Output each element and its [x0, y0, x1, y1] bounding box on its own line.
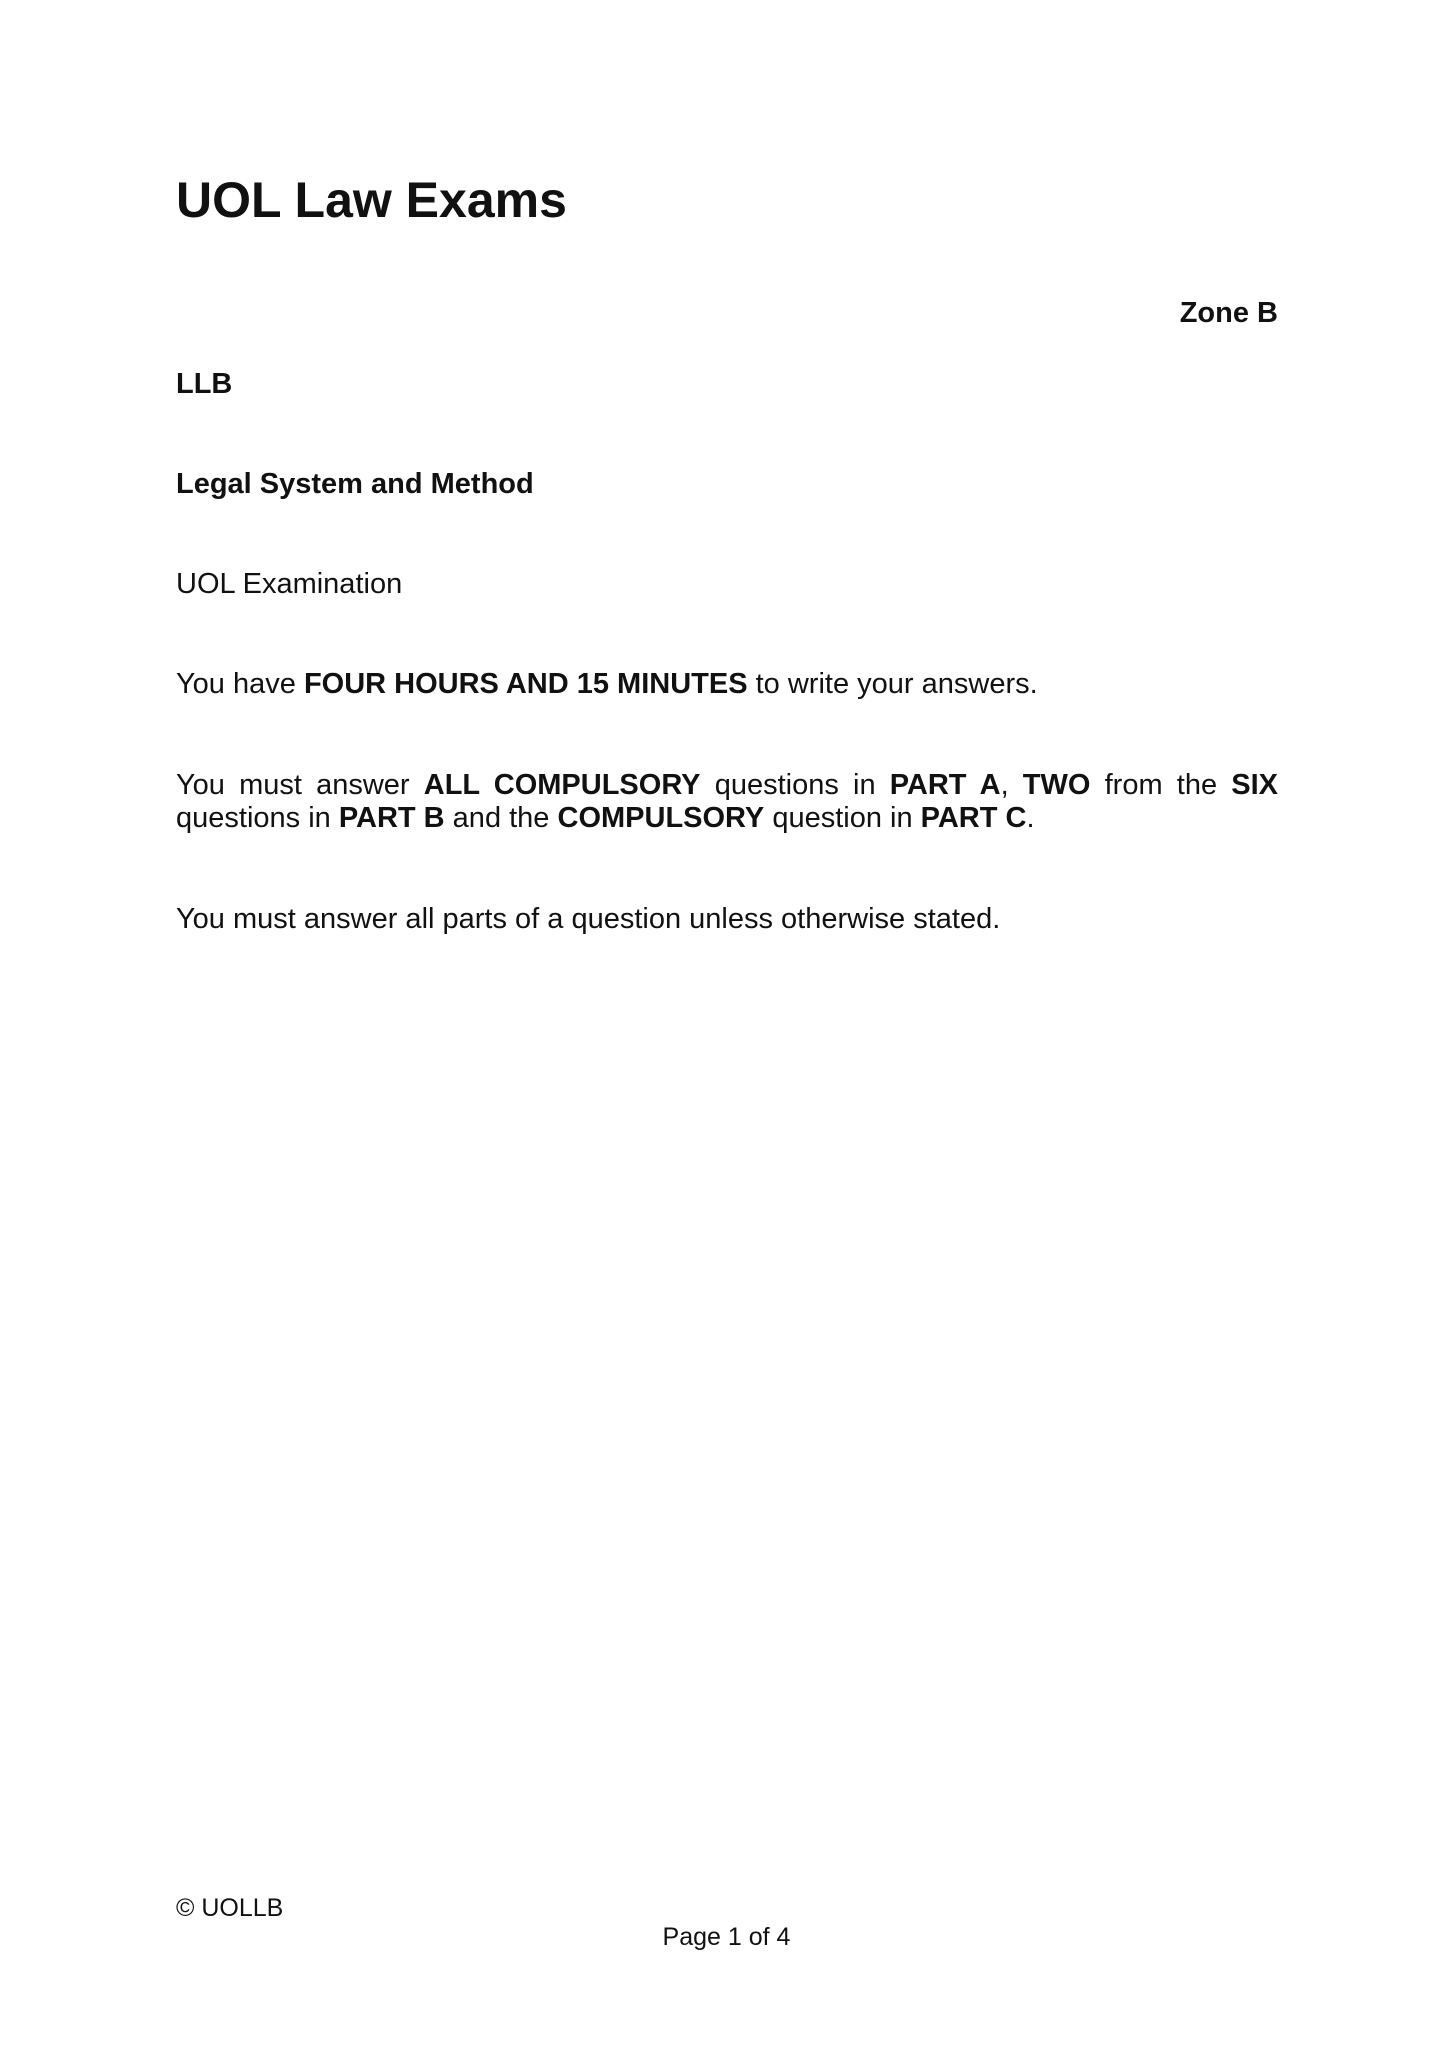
instr-text-4: from the	[1090, 769, 1232, 801]
time-prefix: You have	[176, 668, 304, 700]
instr-text-2: questions in	[700, 769, 890, 801]
instr-text-6: and the	[444, 802, 558, 835]
instr-text-1: You must answer	[176, 769, 424, 801]
instr-bold-7: PART C	[920, 802, 1027, 835]
instr-bold-4: SIX	[1231, 769, 1278, 801]
copyright-notice: © UOLLB	[176, 1894, 284, 1922]
time-allowed-line	[176, 668, 1278, 701]
exam-type: UOL Examination	[176, 568, 403, 600]
instr-bold-5: PART B	[338, 802, 445, 835]
answer-instructions	[176, 769, 1278, 836]
instr-text-8: .	[1026, 802, 1035, 835]
subject-title: Legal System and Method	[176, 468, 534, 500]
instr-text-3: ,	[1000, 769, 1023, 801]
page-number-label: Page 1 of 4	[662, 1923, 791, 1951]
time-duration: FOUR HOURS AND 15 MINUTES	[303, 668, 748, 700]
parts-note: You must answer all parts of a question unless otherwise stated.	[176, 903, 1001, 935]
degree-label: LLB	[176, 368, 233, 400]
instr-text-5: questions in	[176, 802, 339, 835]
document-title: UOL Law Exams	[176, 172, 567, 228]
time-suffix: to write your answers.	[747, 668, 1038, 700]
instr-bold-3: TWO	[1022, 769, 1091, 801]
instr-bold-6: COMPULSORY	[557, 802, 765, 835]
page-number	[0, 1923, 1445, 1952]
instr-text-7: question in	[764, 802, 921, 835]
instr-bold-1: ALL COMPULSORY	[423, 769, 701, 801]
instr-bold-2: PART A	[889, 769, 1001, 801]
zone-label: Zone B	[1179, 297, 1278, 329]
